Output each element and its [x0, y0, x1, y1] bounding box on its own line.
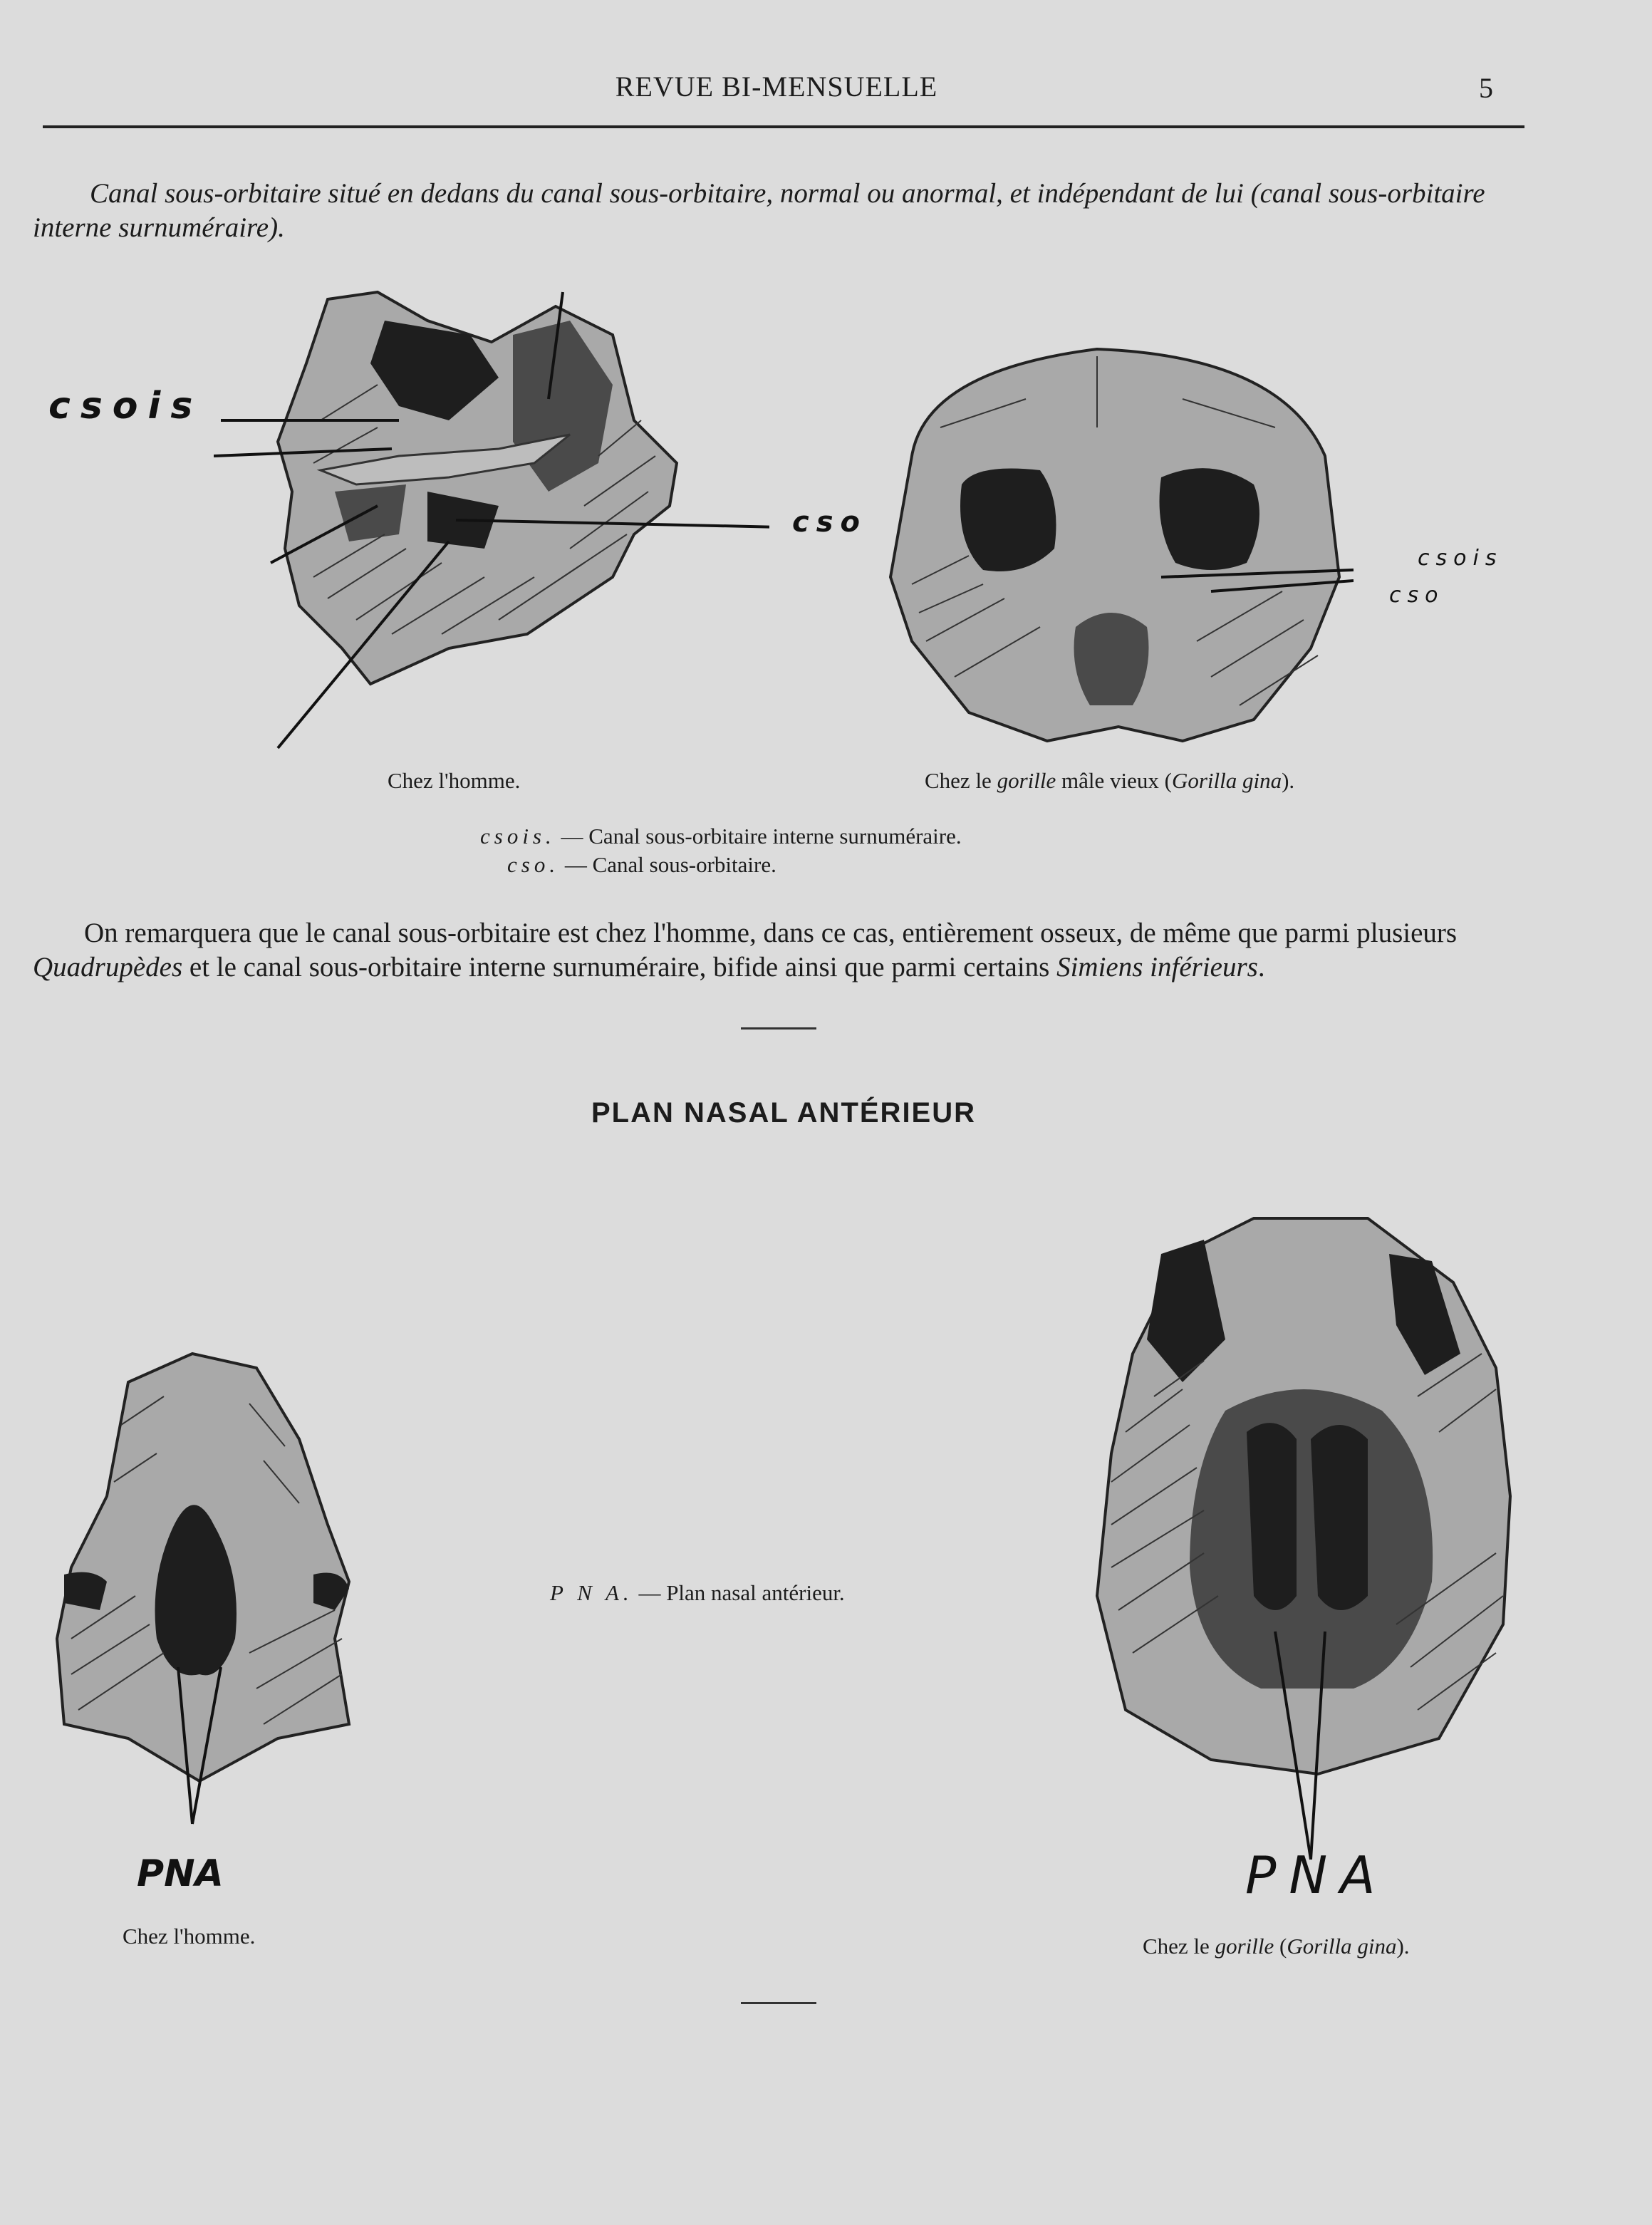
paragraph-text: et le canal sous-orbitaire interne surnuméraire, bifide ainsi que parmi certains [182, 952, 1057, 982]
legend-abbr: P N A. [550, 1580, 633, 1605]
section-divider [741, 1027, 816, 1029]
human-nasal-plane-illustration [50, 1339, 363, 1838]
gorilla-skull-illustration [883, 342, 1354, 755]
caption-gorilla-fig2 [1143, 1934, 1410, 1959]
legend-text: — Canal sous-orbitaire. [564, 852, 776, 877]
caption-prefix: Chez le [1143, 1934, 1215, 1959]
legend-text: — Canal sous-orbitaire interne surnuméraire. [561, 824, 962, 849]
caption-suffix: ). [1396, 1934, 1410, 1959]
legend-row-cso [507, 852, 776, 878]
page-number: 5 [1479, 72, 1493, 104]
paragraph-text: On remarquera que le canal sous-orbitaire est chez l'homme, dans ce cas, entièrement osseux, de même que parmi plusieurs [84, 918, 1458, 948]
csois-handwritten-label-right: csois [1418, 546, 1503, 571]
caption-mid: ( [1274, 1934, 1287, 1959]
caption-gorilla-fig1 [925, 768, 1294, 794]
caption-italic-species: Gorilla gina [1287, 1934, 1397, 1959]
pna-handwritten-label-left: PNA [137, 1852, 224, 1895]
caption-mid: mâle vieux ( [1056, 768, 1172, 793]
caption-suffix: ). [1282, 768, 1295, 793]
paragraph-italic: Simiens inférieurs [1056, 952, 1258, 982]
caption-italic-gorille: gorille [1215, 1934, 1274, 1959]
section-title: PLAN NASAL ANTÉRIEUR [591, 1097, 977, 1129]
body-paragraph [33, 916, 1529, 985]
legend-row-csois [480, 824, 962, 849]
legend-abbr: cso. [507, 852, 560, 877]
gorilla-nasal-plane-illustration [1083, 1197, 1524, 1867]
csois-handwritten-label-left: csois [48, 385, 203, 427]
paragraph-italic: Quadrupèdes [33, 952, 183, 982]
running-header: REVUE BI-MENSUELLE [615, 71, 938, 103]
pna-handwritten-label-right: PNA [1245, 1845, 1388, 1905]
caption-prefix: Chez le [925, 768, 997, 793]
page-end-divider [741, 2002, 816, 2004]
caption-human-fig1: Chez l'homme. [388, 768, 521, 793]
cso-handwritten-label-right: cso [1389, 583, 1445, 608]
human-orbit-illustration [214, 278, 769, 762]
cso-handwritten-label-left: cso [792, 506, 867, 539]
legend-row-pna [550, 1580, 845, 1606]
caption-italic-species: Gorilla gina [1171, 768, 1282, 793]
intro-paragraph: Canal sous-orbitaire situé en dedans du canal sous-orbitaire, normal ou anormal, et indépendant de lui (canal sous-orbitaire interne surnuméraire). [33, 178, 1485, 243]
legend-abbr: csois. [480, 824, 556, 849]
header-rule [43, 125, 1524, 128]
paragraph-text: . [1257, 952, 1265, 982]
caption-human-fig2: Chez l'homme. [123, 1924, 256, 1949]
legend-text: — Plan nasal antérieur. [638, 1580, 845, 1605]
caption-italic-gorille: gorille [997, 768, 1056, 793]
